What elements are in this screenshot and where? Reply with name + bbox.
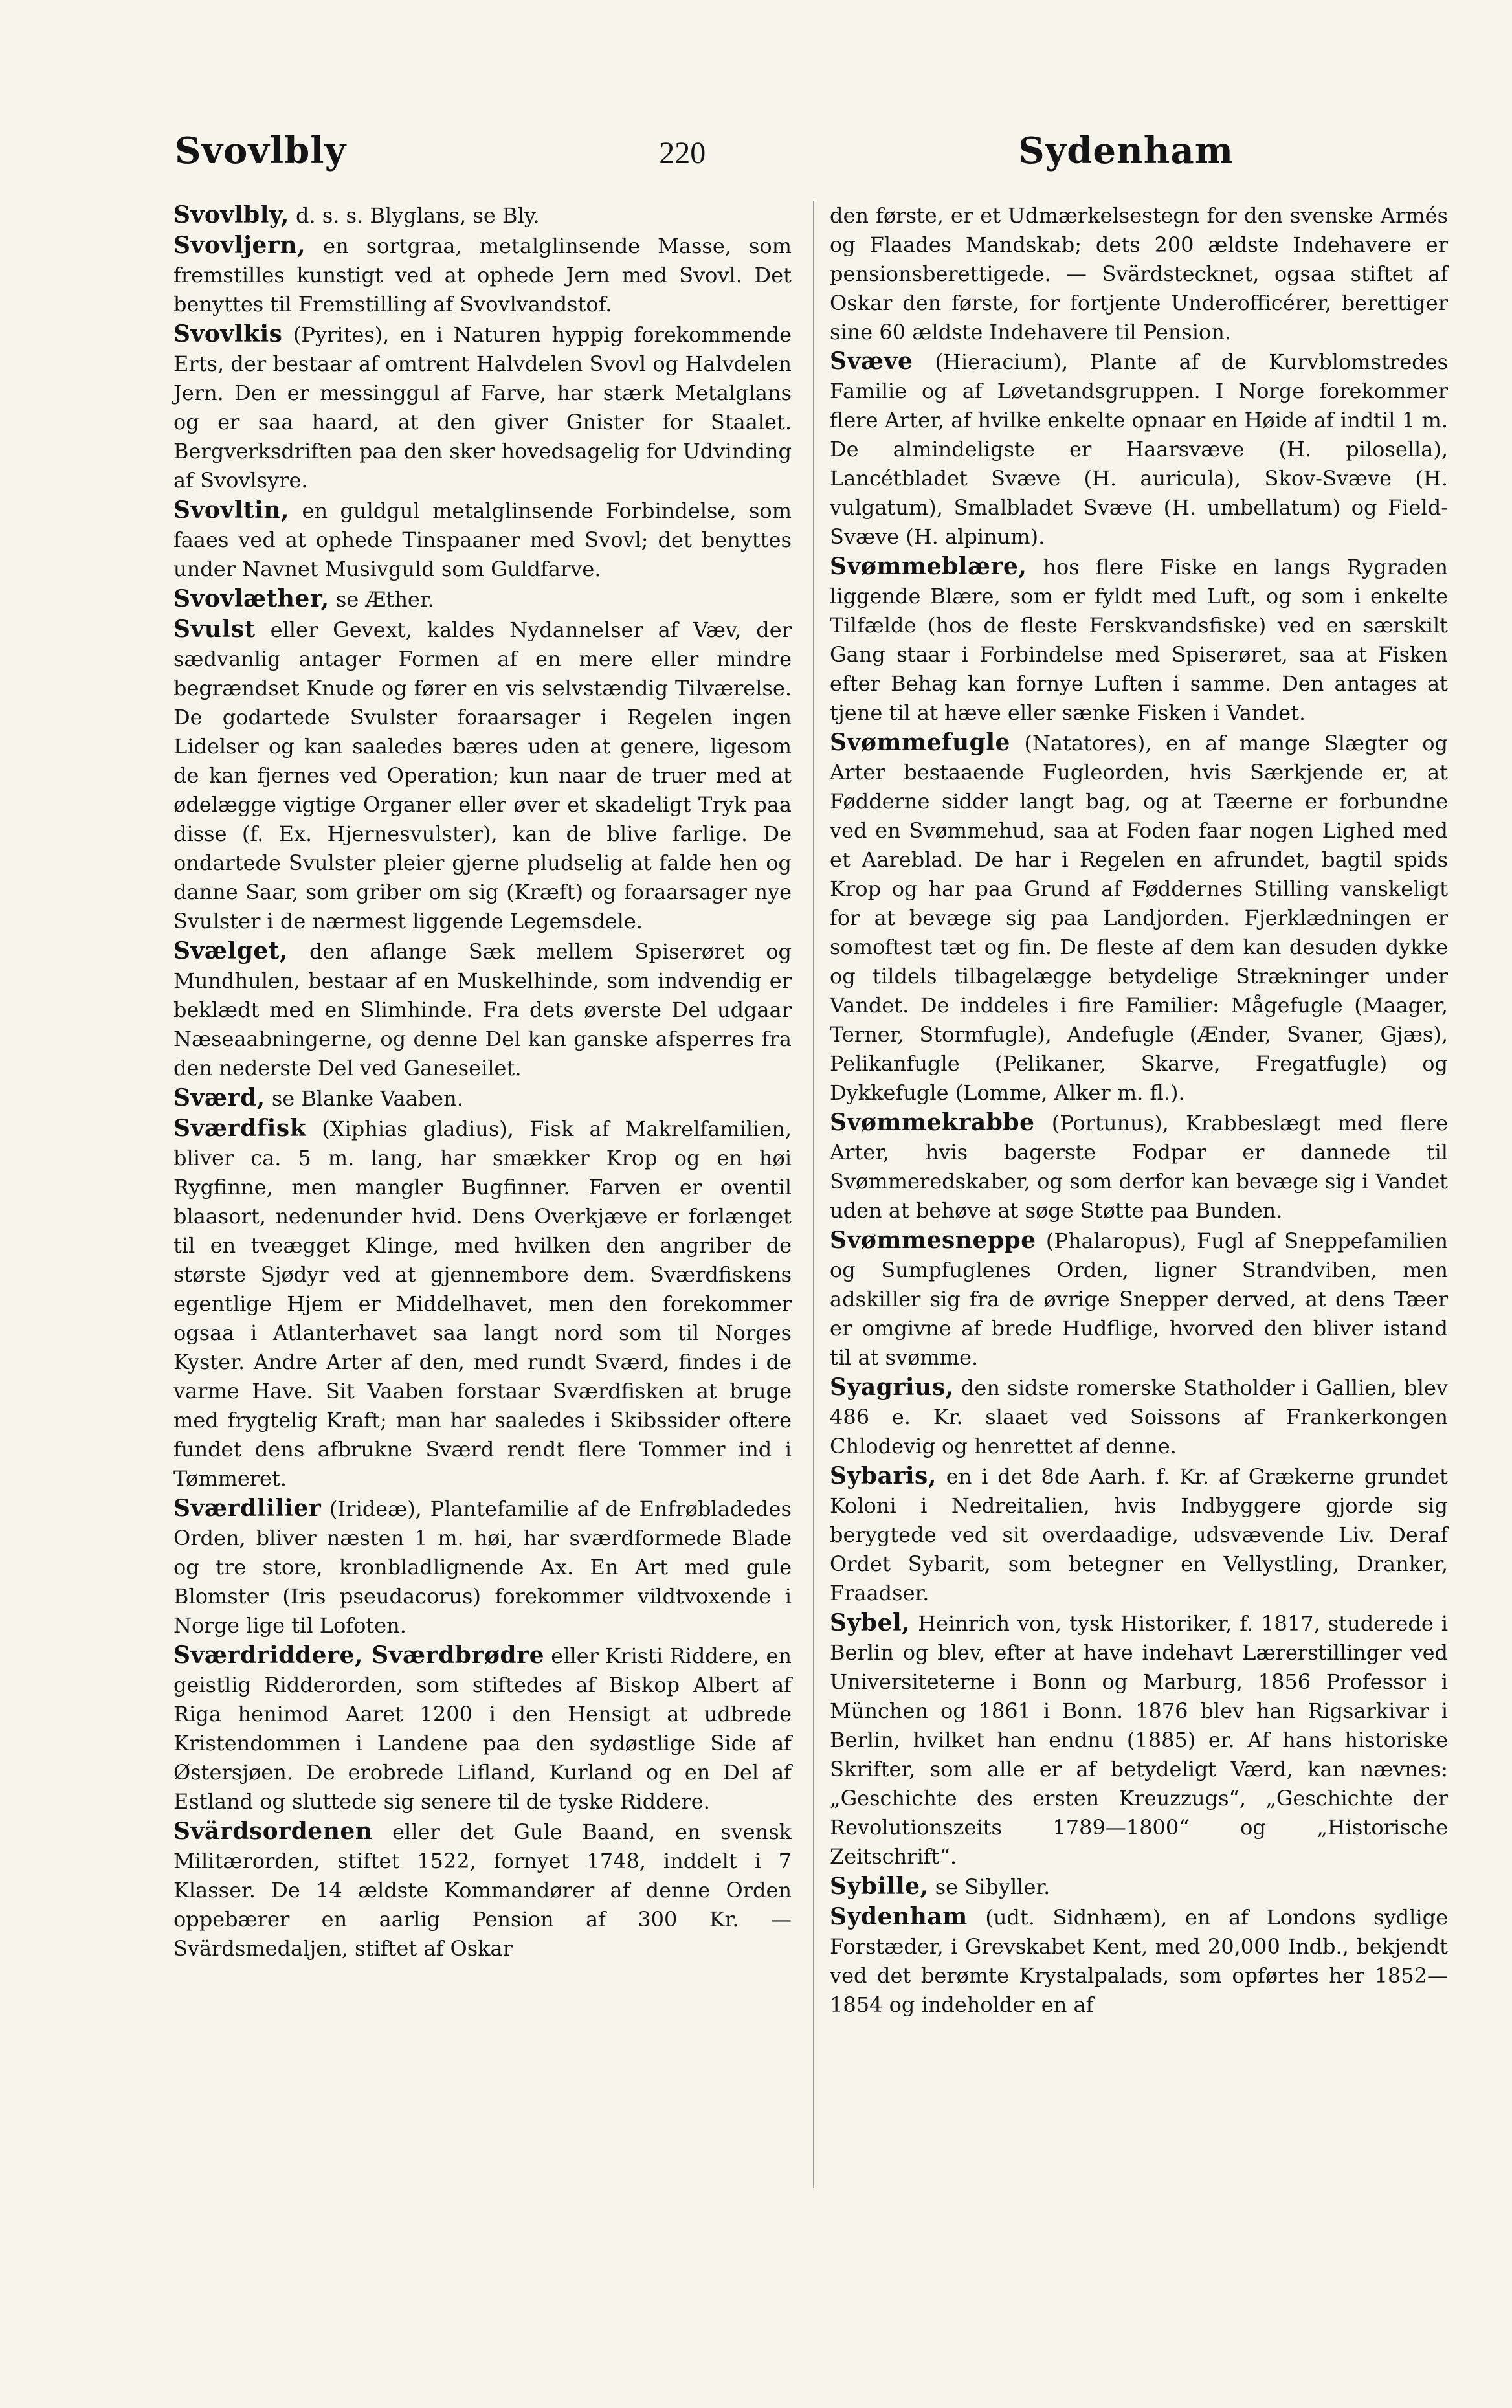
entry-text: den første, er et Udmærkelsestegn for den svenske Armés og Flaades Mandskab; dets 200 ældste Indehavere er pensionsberettigede. — Svärdstecknet, ogsaa stiftet af Oskar den første, for fortjente Underofficérer, berettiger sine 60 ældste Indehavere til Pension. <box>830 203 1448 344</box>
entry-headword: Svømmefugle <box>830 729 1010 756</box>
entry-svommekrabbe <box>830 1108 1448 1225</box>
entry-headword: Svømmesneppe <box>830 1227 1036 1254</box>
entry-svovlkis <box>173 320 792 495</box>
entry-headword: Syagrius, <box>830 1374 954 1401</box>
entry-svommefugle <box>830 728 1448 1108</box>
entry-svaerdfisk <box>173 1114 792 1493</box>
entry-headword: Sybaris, <box>830 1462 937 1489</box>
entry-text: se Sibyller. <box>928 1875 1051 1899</box>
entry-sybel <box>830 1609 1448 1871</box>
entry-headword: Svælget, <box>173 937 288 964</box>
left-column <box>173 201 792 1964</box>
entry-svaelget <box>173 937 792 1083</box>
entry-text: (udt. Sidnhæm), en af Londons sydlige Forstæder, i Grevskabet Kent, med 20,000 Indb., bekjendt ved det berømte Krystalpalads, som opførtes her 1852—1854 og indeholder en af <box>830 1905 1448 2017</box>
entry-text: se Æther. <box>329 587 434 612</box>
entry-svaerd <box>173 1084 792 1113</box>
entry-sybille <box>830 1872 1448 1902</box>
entry-headword: Sværdfisk <box>173 1115 307 1142</box>
page-number: 220 <box>659 136 706 170</box>
entry-svulst <box>173 615 792 936</box>
entry-text: d. s. s. Blyglans, se Bly. <box>289 203 540 228</box>
entry-svommeblaere <box>830 552 1448 728</box>
entry-headword: Svulst <box>173 616 256 643</box>
entry-headword: Sydenham <box>830 1903 968 1930</box>
entry-text: Heinrich von, tysk Historiker, f. 1817, studerede i Berlin og blev, efter at have indehavt Lærerstillinger ved Universiteterne i Bonn og Marburg, 1856 Professor i München og 1861 i Bonn. 1876 blev han Rigsarkivar i Berlin, hvilket han endnu (1885) er. Af hans historiske Skrifter, som alle er af betydeligt Værd, kan nævnes: „Geschichte des ersten Kreuzzugs“, „Geschichte der Revolutionszeits 1789—1800“ og „Historische Zeitschrift“. <box>830 1611 1448 1869</box>
entry-text: (Phalaropus), Fugl af Sneppefamilien og Sumpfuglenes Orden, ligner Strandviben, men adskiller sig fra de øvrige Snepper derved, at dens Tæer er omgivne af brede Hudflige, hvorved den bliver istand til at svømme. <box>830 1229 1448 1370</box>
entry-svommesneppe <box>830 1226 1448 1372</box>
entry-text: (Xiphias gladius), Fisk af Makrelfamilien, bliver ca. 5 m. lang, har smækker Krop og en høi Rygfinne, men mangler Bugfinner. Farven er oventil blaasort, nedenunder hvid. Dens Overkjæve er forlænget til en tveægget Klinge, med hvilken den angriber de største Sjødyr ved at gjennembore dem. Sværdfiskens egentlige Hjem er Middelhavet, men den forekommer ogsaa i Atlanterhavet saa langt nord som til Norges Kyster. Andre Arter af den, med rundt Sværd, findes i de varme Have. Sit Vaaben forstaar Sværdfisken at bruge med frygtelig Kraft; man har saaledes i Skibssider oftere fundet dens afbrukne Sværd rendt flere Tommer ind i Tømmeret. <box>173 1117 792 1491</box>
entry-headword: Sværdriddere, Sværdbrødre <box>173 1642 544 1669</box>
entry-text: en i det 8de Aarh. f. Kr. af Grækerne grundet Koloni i Nedreitalien, hvis Indbyggere gjorde sig berygtede ved sit overdaadige, udsvævende Liv. Deraf Ordet Sybarit, som betegner en Vellystling, Dranker, Fraadser. <box>830 1464 1448 1605</box>
running-header <box>175 129 1234 181</box>
entry-headword: Svovlkis <box>173 320 283 348</box>
entry-svaerdriddere <box>173 1641 792 1816</box>
left-running-headword: Svovlbly <box>175 129 347 172</box>
entry-svovlaether <box>173 585 792 614</box>
entry-text: eller det Gule Baand, en svensk Militærorden, stiftet 1522, fornyet 1748, inddelt i 7 Klasser. De 14 ældste Kommandører af denne Orden oppebærer en aarlig Pension af 300 Kr. — Svärdsmedaljen, stiftet af Oskar <box>173 1820 792 1961</box>
entry-text: se Blanke Vaaben. <box>265 1086 463 1111</box>
entry-headword: Sværd, <box>173 1084 265 1111</box>
entry-svovljern <box>173 231 792 319</box>
entry-text: en sortgraa, metalglinsende Masse, som fremstilles kunstigt ved at ophede Jern med Svovl. Det benyttes til Fremstilling af Svovlvandstof. <box>173 234 792 317</box>
entry-text: en guldgul metalglinsende Forbindelse, som faaes ved at ophede Tinspaaner med Svovl; det benyttes under Navnet Musivguld som Guldfarve. <box>173 498 792 581</box>
entry-svaerdsordenen <box>173 1817 792 1963</box>
entry-svaeve <box>830 347 1448 552</box>
entry-sydenham <box>830 1902 1448 2020</box>
entry-text: (Hieracium), Plante af de Kurvblomstredes Familie og af Løvetandsgruppen. I Norge forekommer flere Arter, af hvilke enkelte opnaar en Høide af indtil 1 m. De almindeligste er Haarsvæve (H. pilosella), Lancétbladet Svæve (H. auricula), Skov-Svæve (H. vulgatum), Smalbladet Svæve (H. umbellatum) og Field-Svæve (H. alpinum). <box>830 350 1448 549</box>
entry-headword: Sybel, <box>830 1609 911 1636</box>
right-column <box>830 201 1448 2020</box>
entry-headword: Svovltin, <box>173 496 290 524</box>
entry-headword: Svovlæther, <box>173 585 329 612</box>
entry-text: (Portunus), Krabbeslægt med flere Arter, hvis bagerste Fodpar er dannede til Svømmeredskaber, og som derfor kan bevæge sig i Vandet uden at behøve at søge Støtte paa Bunden. <box>830 1111 1448 1223</box>
entry-text: den aflange Sæk mellem Spiserøret og Mundhulen, bestaar af en Muskelhinde, som indvendig er beklædt med en Slimhinde. Fra dets øverste Del udgaar Næseaabningerne, og denne Del kan ganske afsperres fra den nederste Del ved Ganeseilet. <box>173 939 792 1080</box>
entry-headword: Svärdsordenen <box>173 1818 373 1845</box>
entry-svaerdlilier <box>173 1494 792 1640</box>
entry-headword: Svæve <box>830 348 913 375</box>
entry-syagrius <box>830 1373 1448 1461</box>
entry-text: (Natatores), en af mange Slægter og Arter bestaaende Fugleorden, hvis Særkjende er, at Fødderne sidder langt bag, og at Tæerne er forbundne ved en Svømmehud, saa at Foden faar nogen Lighed med et Aareblad. De har i Regelen en afrundet, bagtil spids Krop og har paa Grund af Føddernes Stilling vanskeligt for at bevæge sig paa Landjorden. Fjerklædningen er somoftest tæt og fin. De fleste af dem kan desuden dykke og tildels tilbagelægge betydelige Strækninger under Vandet. De inddeles i fire Familier: Mågefugle (Maager, Terner, Stormfugle), Andefugle (Ænder, Svaner, Gjæs), Pelikanfugle (Pelikaner, Skarve, Fregatfugle) og Dykkefugle (Lomme, Alker m. fl.). <box>830 731 1448 1105</box>
entry-text: hos flere Fiske en langs Rygraden liggende Blære, som er fyldt med Luft, og som i enkelte Tilfælde (hos de fleste Ferskvandsfiske) ved en særskilt Gang staar i Forbindelse med Spiserøret, saa at Fisken efter Behag kan fornye Luften i samme. Den antages at tjene til at hæve eller sænke Fisken i Vandet. <box>830 555 1448 725</box>
entry-headword: Svovljern, <box>173 232 306 259</box>
entry-headword: Sværdlilier <box>173 1495 322 1522</box>
entry-text: eller Kristi Riddere, en geistlig Ridderorden, som stiftedes af Biskop Albert af Riga henimod Aaret 1200 i den Hensigt at udbrede Kristendommen i Landene paa den sydøstlige Side af Østersjøen. De erobrede Lifland, Kurland og en Del af Estland og sluttede sig senere til de tyske Riddere. <box>173 1644 792 1814</box>
entry-headword: Svømmeblære, <box>830 553 1027 580</box>
entry-svovlbly <box>173 201 792 230</box>
entry-sybaris <box>830 1462 1448 1608</box>
entry-continuation <box>830 201 1448 347</box>
column-divider <box>813 201 814 2188</box>
entry-text: eller Gevext, kaldes Nydannelser af Væv, der sædvanlig antager Formen af en mere eller mindre begrændset Knude og fører en vis selvstændig Tilværelse. De godartede Svulster foraarsager i Regelen ingen Lidelser og kan saaledes bæres uden at genere, ligesom de kan fjernes ved Operation; kun naar de truer med at ødelægge vigtige Organer eller øver et skadeligt Tryk paa disse (f. Ex. Hjernesvulster), kan de blive farlige. De ondartede Svulster pleier gjerne pludselig at falde hen og danne Saar, som griber om sig (Kræft) og foraarsager nye Svulster i de nærmest liggende Legemsdele. <box>173 618 792 933</box>
entry-text: den sidste romerske Statholder i Gallien, blev 486 e. Kr. slaaet ved Soissons af Frankerkongen Chlodevig og henrettet af denne. <box>830 1376 1448 1458</box>
entry-headword: Sybille, <box>830 1873 929 1900</box>
entry-text: (Irideæ), Plantefamilie af de Enfrøbladedes Orden, bliver næsten 1 m. høi, har sværdformede Blade og tre store, kronbladlignende Ax. En Art med gule Blomster (Iris pseudacorus) forekommer vildtvoxende i Norge lige til Lofoten. <box>173 1497 792 1638</box>
entry-text: (Pyrites), en i Naturen hyppig forekommende Erts, der bestaar af omtrent Halvdelen Svovl og Halvdelen Jern. Den er messinggul af Farve, har stærk Metalglans og er saa haard, at den giver Gnister for Staalet. Bergverksdriften paa den sker hovedsagelig for Udvinding af Svovlsyre. <box>173 322 792 493</box>
entry-headword: Svovlbly, <box>173 201 289 229</box>
right-running-headword: Sydenham <box>1018 129 1234 172</box>
entry-headword: Svømmekrabbe <box>830 1109 1035 1136</box>
entry-svovltin <box>173 496 792 584</box>
